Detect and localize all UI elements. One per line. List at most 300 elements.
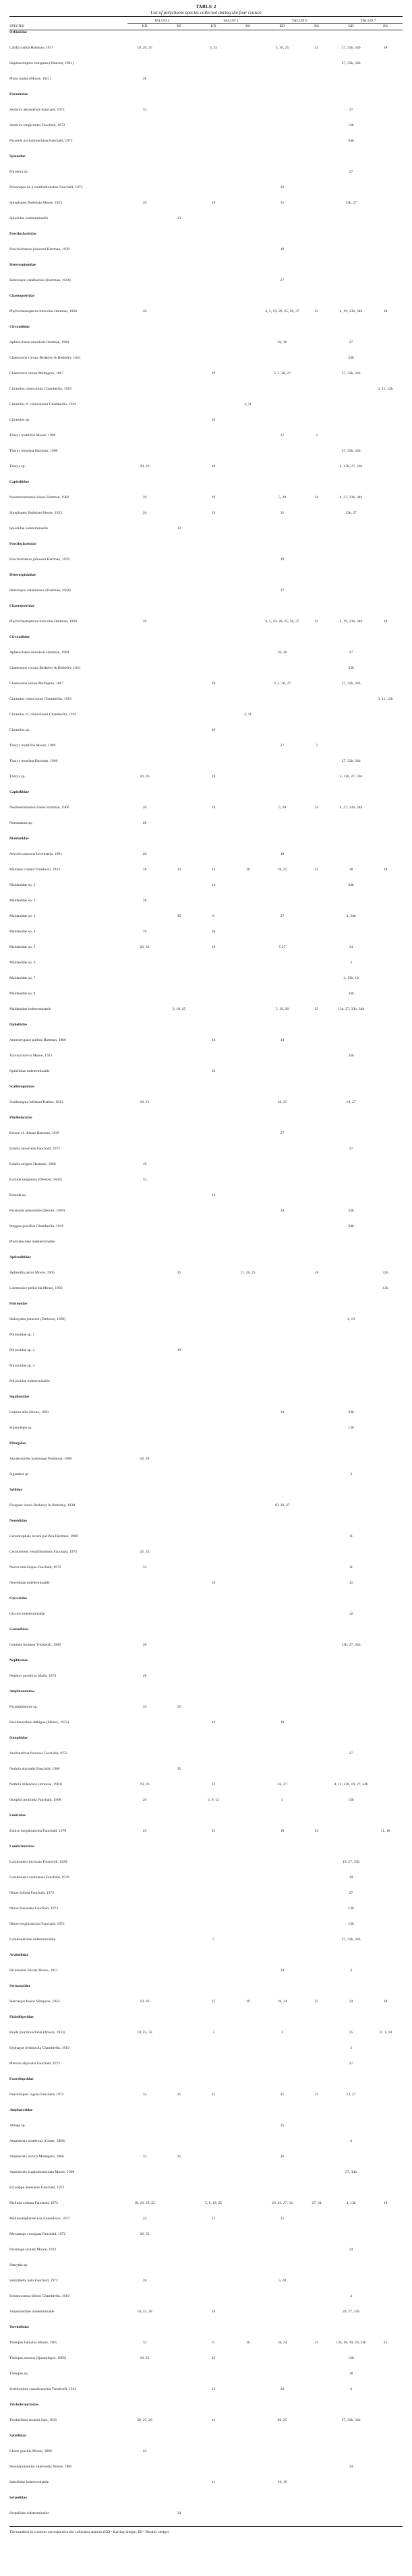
kd-stations-cell: 27 — [349, 169, 353, 174]
bs-stations-cell — [162, 2434, 196, 2449]
cruise-header-talud-4: TALUD 4 — [127, 17, 196, 24]
bs-stations-cell — [368, 2356, 403, 2372]
bs-stations-cell: 27, 34 — [312, 2200, 322, 2205]
bs-stations-cell — [368, 1224, 403, 1240]
kd-stations-cell — [265, 2496, 299, 2511]
kd-stations-cell: 26 — [142, 495, 147, 500]
kd-stations-cell — [196, 1162, 231, 1178]
family-name: Capitellidae — [9, 789, 29, 794]
bs-stations-cell — [299, 1658, 334, 1674]
species-row — [9, 496, 403, 511]
bs-stations-cell: 25 — [314, 2092, 319, 2097]
bs-stations-cell — [368, 666, 403, 682]
bs-stations-cell: 25 — [314, 867, 319, 872]
bs-stations-cell — [368, 77, 403, 92]
kd-stations-cell — [265, 2263, 299, 2279]
kd-stations-cell — [127, 1131, 162, 1147]
species-name: Serpulidae indeterminable — [9, 2511, 127, 2527]
bs-stations-cell — [231, 759, 265, 775]
kd-stations-cell: 14 — [211, 1193, 216, 1197]
kd-stations-cell — [196, 1658, 231, 1674]
kd-stations-cell — [196, 1426, 231, 1441]
species-row — [9, 2046, 403, 2062]
bs-stations-cell — [162, 402, 196, 418]
kd-stations-cell: 18 — [211, 2309, 216, 2314]
kd-stations-cell — [196, 1689, 231, 1705]
kd-stations-cell — [334, 247, 368, 263]
bs-stations-cell — [299, 2108, 334, 2124]
kd-stations-cell — [265, 123, 299, 139]
kd-stations-cell — [265, 232, 299, 247]
bs-stations-cell — [368, 589, 403, 604]
bs-stations-cell — [368, 945, 403, 961]
kd-stations-cell — [196, 1007, 231, 1023]
bs-stations-cell — [299, 1612, 334, 1627]
kd-stations-cell — [334, 1348, 368, 1364]
bs-stations-cell — [299, 2217, 334, 2232]
kd-stations-cell — [196, 1116, 231, 1131]
bs-stations-cell — [299, 2139, 334, 2155]
species-name: Califia calida Hartman, 1957 — [9, 45, 53, 50]
kd-stations-cell — [127, 2434, 162, 2449]
bs-stations-cell — [162, 744, 196, 759]
bs-stations-cell — [368, 1751, 403, 1767]
bs-stations-cell — [231, 2496, 265, 2511]
kd-stations-cell: 4 — [350, 960, 352, 965]
bs-stations-cell — [299, 2511, 334, 2527]
family-name: Flabelligeridae — [9, 2014, 34, 2019]
species-row — [9, 1798, 403, 1814]
bs-stations-cell — [299, 837, 334, 852]
bs-stations-cell — [162, 1116, 196, 1131]
species-name: Eulalia strigata Hartman, 1968 — [9, 1162, 56, 1166]
bs-stations-cell — [368, 2465, 403, 2480]
species-name: Paranaitis polynoides (Moore, 1909) — [9, 1208, 65, 1213]
bs-stations-cell — [231, 449, 265, 465]
kd-stations-cell — [127, 542, 162, 558]
species-name: Aphelochaeta monilaris Hartman, 1960 — [9, 340, 69, 345]
species-row — [9, 2387, 403, 2403]
kd-stations-cell — [196, 2155, 231, 2170]
kd-stations-cell — [265, 402, 299, 418]
species-row — [9, 1333, 403, 1348]
kd-stations-cell — [196, 1565, 231, 1581]
kd-stations-cell — [127, 433, 162, 449]
family-name: Arabellidae — [9, 1952, 28, 1957]
kd-stations-cell — [265, 1643, 299, 1658]
column-header-bs: BS — [383, 24, 388, 29]
bs-stations-cell — [231, 1364, 265, 1379]
species-row — [9, 2000, 403, 2015]
kd-stations-cell — [265, 2046, 299, 2062]
bs-stations-cell — [368, 2418, 403, 2434]
species-row — [9, 1178, 403, 1193]
species-name: Cirratulus sp. — [9, 417, 30, 422]
family-name: Cirratulidae — [9, 634, 30, 639]
kd-stations-cell — [265, 2372, 299, 2387]
kd-stations-cell — [334, 387, 368, 402]
bs-stations-cell — [368, 247, 403, 263]
species-row — [9, 558, 403, 573]
kd-stations-cell — [127, 30, 162, 46]
kd-stations-cell — [127, 278, 162, 294]
bs-stations-cell — [162, 2077, 196, 2093]
kd-stations-cell — [127, 1612, 162, 1627]
kd-stations-cell — [265, 2077, 299, 2093]
bs-stations-cell — [299, 2465, 334, 2480]
kd-stations-cell — [334, 1736, 368, 1751]
bs-stations-cell — [299, 402, 334, 418]
bs-stations-cell — [299, 1783, 334, 1798]
bs-stations-cell — [162, 1519, 196, 1534]
bs-stations-cell — [231, 356, 265, 371]
kd-stations-cell — [127, 92, 162, 108]
kd-stations-cell — [196, 976, 231, 992]
kd-stations-cell — [127, 1224, 162, 1240]
kd-stations-cell — [196, 1348, 231, 1364]
family-name: Amphinomidae — [9, 1689, 34, 1694]
bs-stations-cell — [299, 108, 334, 123]
bs-stations-cell: 3, 11 — [244, 402, 252, 407]
bs-stations-cell — [231, 1209, 265, 1224]
species-name: Neoheteromastus lineus Hartman, 1960 — [9, 805, 69, 810]
kd-stations-cell — [265, 992, 299, 1007]
kd-stations-cell: 6 — [212, 913, 214, 918]
bs-stations-cell — [368, 1953, 403, 1969]
bs-stations-cell — [162, 1286, 196, 1302]
kd-stations-cell — [127, 635, 162, 651]
family-row — [9, 1689, 403, 1705]
bs-stations-cell — [162, 77, 196, 92]
bs-stations-cell — [231, 930, 265, 945]
kd-stations-cell — [265, 1286, 299, 1302]
bs-stations-cell — [299, 2031, 334, 2046]
kd-stations-cell: 13b — [348, 1425, 354, 1430]
kd-stations-cell — [196, 1550, 231, 1565]
bs-stations-cell — [231, 201, 265, 216]
kd-stations-cell — [196, 30, 231, 46]
kd-stations-cell — [127, 1658, 162, 1674]
kd-stations-cell: 20, 25, 26 — [137, 2418, 152, 2422]
kd-stations-cell — [334, 697, 368, 713]
bs-stations-cell — [368, 1085, 403, 1100]
kd-stations-cell: 20, 26 — [277, 650, 287, 655]
bs-stations-cell — [162, 2000, 196, 2015]
bs-stations-cell — [231, 1720, 265, 1736]
bs-stations-cell: 18 — [383, 1999, 388, 2004]
bs-stations-cell — [299, 775, 334, 790]
bs-stations-cell — [231, 1767, 265, 1783]
kd-stations-cell — [196, 1147, 231, 1162]
bs-stations-cell — [299, 1736, 334, 1751]
bs-stations-cell — [299, 682, 334, 697]
bs-stations-cell — [368, 961, 403, 976]
bs-stations-cell — [231, 480, 265, 496]
bs-stations-cell — [162, 821, 196, 837]
species-row — [9, 2201, 403, 2217]
kd-stations-cell: 4, 19 — [347, 1317, 355, 1321]
kd-stations-cell — [265, 728, 299, 744]
species-row — [9, 139, 403, 154]
bs-stations-cell — [162, 728, 196, 744]
kd-stations-cell — [127, 2139, 162, 2155]
bs-stations-cell — [162, 1736, 196, 1751]
bs-stations-cell — [231, 1395, 265, 1410]
kd-stations-cell — [265, 2170, 299, 2186]
bs-stations-cell — [162, 604, 196, 620]
kd-stations-cell — [127, 697, 162, 713]
species-row — [9, 2093, 403, 2108]
kd-stations-cell — [196, 666, 231, 682]
species-row — [9, 1969, 403, 1984]
species-row — [9, 108, 403, 123]
kd-stations-cell — [196, 1984, 231, 2000]
kd-stations-cell — [334, 1364, 368, 1379]
kd-stations-cell — [127, 1038, 162, 1054]
kd-stations-cell — [265, 139, 299, 154]
kd-stations-cell — [265, 759, 299, 775]
species-name: Spionidae indeterminable — [9, 526, 49, 531]
species-row — [9, 1054, 403, 1069]
kd-stations-cell — [196, 185, 231, 201]
bs-stations-cell — [162, 666, 196, 682]
kd-stations-cell — [334, 216, 368, 232]
kd-stations-cell: 3, 5, 20, 27 — [273, 681, 291, 686]
bs-stations-cell — [231, 496, 265, 511]
bs-stations-cell — [299, 340, 334, 356]
kd-stations-cell — [265, 821, 299, 837]
kd-stations-cell: 4, 19, 33b, 34b — [339, 309, 363, 313]
kd-stations-cell — [334, 1814, 368, 1829]
species-row — [9, 527, 403, 542]
kd-stations-cell — [265, 899, 299, 914]
bs-stations-cell — [162, 30, 196, 46]
family-row — [9, 2108, 403, 2124]
bs-stations-cell — [231, 1565, 265, 1581]
kd-stations-cell — [334, 1379, 368, 1395]
kd-stations-cell — [196, 1100, 231, 1116]
bs-stations-cell — [231, 1457, 265, 1472]
bs-stations-cell — [368, 1131, 403, 1147]
bs-stations-cell — [368, 1503, 403, 1519]
bs-stations-cell — [162, 1612, 196, 1627]
bs-stations-cell — [231, 2325, 265, 2341]
kd-stations-cell: 34b — [348, 882, 354, 887]
species-name: Eunice megabranchia Fauchald, 1970 — [9, 1828, 67, 1833]
bs-stations-cell: 34 — [162, 2511, 196, 2527]
species-name: Scalibregma inflatum Rathke, 1843 — [9, 1100, 63, 1104]
kd-stations-cell — [196, 837, 231, 852]
bs-stations-cell — [368, 806, 403, 821]
kd-stations-cell — [334, 2186, 368, 2201]
bs-stations-cell — [368, 1814, 403, 1829]
bs-stations-cell: 25 — [314, 1007, 319, 1011]
kd-stations-cell: 19 — [142, 929, 147, 934]
kd-stations-cell — [334, 1333, 368, 1348]
kd-stations-cell: 26 — [142, 619, 147, 624]
species-name: Ancistrosyllis hartmanae Pettibone, 1966 — [9, 1456, 72, 1461]
kd-stations-cell: 4, 13b, 27, 33b — [339, 464, 363, 469]
kd-stations-cell — [127, 247, 162, 263]
kd-stations-cell — [265, 108, 299, 123]
bs-stations-cell — [299, 1488, 334, 1503]
bs-stations-cell — [368, 356, 403, 371]
kd-stations-cell — [265, 1426, 299, 1441]
bs-stations-cell — [368, 2325, 403, 2341]
bs-stations-cell — [231, 992, 265, 1007]
bs-stations-cell — [368, 154, 403, 170]
bs-stations-cell — [299, 294, 334, 309]
bs-stations-cell — [368, 480, 403, 496]
species-name: Maldanidae sp. 7 — [9, 976, 36, 980]
kd-stations-cell: 25 — [349, 2030, 353, 2035]
species-name: Maldanidae sp. 6 — [9, 960, 36, 965]
kd-stations-cell — [196, 216, 231, 232]
bs-stations-cell — [231, 2108, 265, 2124]
bs-stations-cell — [231, 1705, 265, 1720]
bs-stations-cell — [368, 1627, 403, 1643]
bs-stations-cell: 18 — [245, 1999, 250, 2004]
kd-stations-cell — [127, 1503, 162, 1519]
family-row — [9, 480, 403, 496]
bs-stations-cell — [368, 2372, 403, 2387]
bs-stations-cell — [299, 573, 334, 589]
bs-stations-cell — [231, 2093, 265, 2108]
family-name: Polynoidae — [9, 1301, 28, 1306]
kd-stations-cell — [196, 402, 231, 418]
species-name: Tharyx tesselata Hartman, 1960 — [9, 448, 58, 453]
kd-stations-cell — [127, 2480, 162, 2496]
table-title: List of polychaete species collected during the four cruises — [150, 10, 262, 16]
species-row — [9, 976, 403, 992]
species-row — [9, 1938, 403, 1953]
bs-stations-cell — [299, 2248, 334, 2263]
kd-stations-cell: 31 — [280, 510, 285, 515]
bs-stations-cell — [162, 1069, 196, 1085]
kd-stations-cell: 14 — [211, 1720, 216, 1725]
bs-stations-cell — [299, 651, 334, 666]
family-name: Ampharetidae — [9, 2107, 33, 2112]
kd-stations-cell — [127, 185, 162, 201]
kd-stations-cell — [265, 837, 299, 852]
bs-stations-cell — [162, 371, 196, 387]
bs-stations-cell — [299, 2263, 334, 2279]
species-name: Tharyx multifilis Moore, 1909 — [9, 743, 56, 748]
kd-stations-cell — [334, 821, 368, 837]
bs-stations-cell — [231, 92, 265, 108]
kd-stations-cell — [265, 1845, 299, 1860]
family-name: Chaetopteridae — [9, 293, 34, 298]
kd-stations-cell — [127, 1147, 162, 1162]
bs-stations-cell — [231, 1581, 265, 1596]
kd-stations-cell: 27, 33b, 34b — [341, 2418, 361, 2422]
family-row — [9, 2015, 403, 2031]
kd-stations-cell — [265, 542, 299, 558]
kd-stations-cell — [127, 1426, 162, 1441]
bs-stations-cell — [162, 2248, 196, 2263]
bs-stations-cell — [231, 1116, 265, 1131]
kd-stations-cell — [196, 2294, 231, 2310]
bs-stations-cell — [231, 527, 265, 542]
bs-stations-cell — [162, 2217, 196, 2232]
bs-stations-cell — [231, 1379, 265, 1395]
bs-stations-cell — [162, 1085, 196, 1100]
kd-stations-cell — [196, 1472, 231, 1488]
kd-stations-cell: 33b — [348, 1208, 354, 1213]
bs-stations-cell — [231, 1426, 265, 1441]
column-header-species: SPECIES — [9, 24, 24, 29]
kd-stations-cell: 12 — [349, 1611, 353, 1616]
bs-stations-cell — [368, 402, 403, 418]
kd-stations-cell — [196, 1751, 231, 1767]
kd-stations-cell: 13b, 27, 33b, 34b — [337, 1007, 365, 1011]
bs-stations-cell — [162, 1783, 196, 1798]
kd-stations-cell — [196, 1271, 231, 1286]
kd-stations-cell: 27 — [349, 1751, 353, 1756]
species-row — [9, 1410, 403, 1426]
kd-stations-cell — [265, 480, 299, 496]
species-row — [9, 1038, 403, 1054]
kd-stations-cell — [334, 2279, 368, 2294]
bs-stations-cell — [162, 2015, 196, 2031]
kd-stations-cell — [334, 1488, 368, 1503]
kd-stations-cell — [196, 2325, 231, 2341]
bs-stations-cell — [368, 1798, 403, 1814]
species-row — [9, 2155, 403, 2170]
bs-stations-cell — [368, 852, 403, 868]
family-row — [9, 1596, 403, 1612]
kd-stations-cell: 25 — [211, 2216, 216, 2221]
kd-stations-cell — [334, 589, 368, 604]
kd-stations-cell — [196, 1255, 231, 1271]
kd-stations-cell — [196, 1876, 231, 1891]
bs-stations-cell — [299, 2372, 334, 2387]
kd-stations-cell — [265, 1565, 299, 1581]
family-row — [9, 1845, 403, 1860]
species-row — [9, 1348, 403, 1364]
bs-stations-cell — [368, 713, 403, 728]
bs-stations-cell — [368, 1255, 403, 1271]
species-name: Nereididae indeterminable — [9, 1580, 50, 1585]
bs-stations-cell: 25 — [177, 1704, 181, 1709]
bs-stations-cell: 3, 11, 12b — [378, 696, 393, 701]
bs-stations-cell — [368, 527, 403, 542]
bs-stations-cell — [368, 1193, 403, 1209]
family-name: Poecilochaetidae — [9, 231, 36, 236]
kd-stations-cell — [334, 1178, 368, 1193]
bs-stations-cell — [162, 108, 196, 123]
kd-stations-cell — [127, 883, 162, 899]
kd-stations-cell — [265, 1984, 299, 2000]
bs-stations-cell — [368, 2310, 403, 2325]
kd-stations-cell — [196, 2077, 231, 2093]
column-header-kd: KD — [142, 24, 148, 29]
bs-stations-cell — [162, 883, 196, 899]
kd-stations-cell — [265, 2186, 299, 2201]
bs-stations-cell — [162, 1023, 196, 1038]
kd-stations-cell: 11 — [349, 1565, 353, 1569]
family-name: Serpulidae — [9, 2495, 27, 2500]
species-name: Cirratulus cinnocloum Chamberlin, 1919 — [9, 696, 71, 701]
bs-stations-cell: 3?, 1, 18 — [378, 2030, 392, 2035]
family-name: Terebellidae — [9, 2325, 30, 2329]
kd-stations-cell — [127, 1751, 162, 1767]
bs-stations-cell — [162, 775, 196, 790]
kd-stations-cell: 27, 34b — [345, 2169, 357, 2174]
bs-stations-cell — [162, 1224, 196, 1240]
bs-stations-cell — [299, 1922, 334, 1938]
kd-stations-cell — [265, 1705, 299, 1720]
